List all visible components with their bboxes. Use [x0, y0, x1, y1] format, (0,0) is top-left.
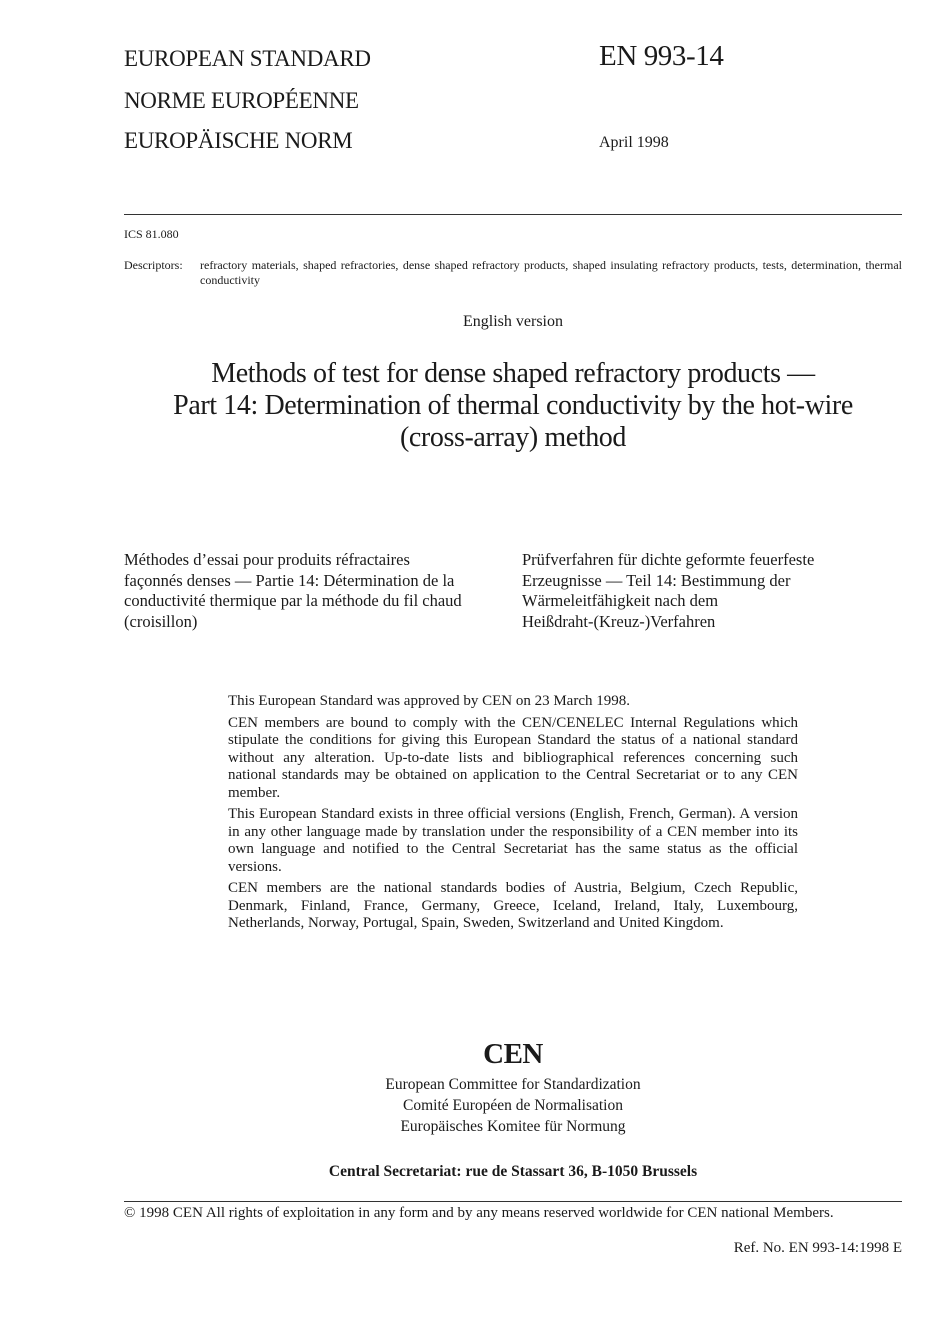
- german-title-line: Heißdraht-(Kreuz-)Verfahren: [522, 611, 716, 631]
- members-paragraph: CEN members are the national standards bodies of Austria, Belgium, Czech Republic, Denmark, Finland, France, Germany, Greece, Iceland, Ireland, Italy, Luxembourg, Netherlands, Norway, Portugal, Spain, Sweden, Switzerland and United Kingdom.: [228, 880, 798, 931]
- descriptors-text: refractory materials, shaped refractories, dense shaped refractory products, shaped insulating refractory products, tests, determination, thermal conductivity: [200, 258, 902, 287]
- cen-name-french: Comité Européen de Normalisation: [403, 1097, 623, 1114]
- footer-divider: [124, 1201, 902, 1202]
- cen-name-english: European Committee for Standardization: [385, 1076, 641, 1093]
- cen-name-german: Europäisches Komitee für Normung: [400, 1118, 626, 1135]
- french-title-line: façonnés denses — Partie 14: Détermination de la: [124, 570, 455, 590]
- cen-logo: CEN: [483, 1038, 543, 1070]
- copyright-notice: © 1998 CEN All rights of exploitation in any form and by any means reserved worldwide for CEN national Members.: [124, 1205, 834, 1221]
- standard-type-french: NORME EUROPÉENNE: [124, 88, 359, 113]
- reference-number: Ref. No. EN 993-14:1998 E: [733, 1240, 902, 1256]
- approval-paragraph: This European Standard was approved by CEN on 23 March 1998.: [228, 693, 630, 709]
- french-title-line: Méthodes d’essai pour produits réfractaires: [124, 550, 410, 569]
- title-line: (cross-array) method: [399, 422, 626, 453]
- french-title-line: (croisillon): [124, 611, 198, 631]
- versions-paragraph: This European Standard exists in three official versions (English, French, German). A version in any other language made by translation under the responsibility of a CEN member into its own language and notified to the Central Secretariat has the same status as the official versions.: [228, 806, 798, 875]
- title-line: Methods of test for dense shaped refractory products —: [211, 358, 815, 389]
- document-title: [124, 358, 902, 454]
- compliance-paragraph: CEN members are bound to comply with the CEN/CENELEC Internal Regulations which stipulate the conditions for giving this European Standard the status of a national standard without any alteration. Up-to-date lists and bibliographical references concerning such national standards may be obtained on application to the Central Secretariat or to any CEN member.: [228, 714, 798, 801]
- title-line: Part 14: Determination of thermal conductivity by the hot-wire: [173, 390, 853, 421]
- language-version: English version: [463, 313, 563, 330]
- standard-number: EN 993-14: [599, 40, 724, 72]
- central-secretariat-address: Central Secretariat: rue de Stassart 36, B-1050 Brussels: [328, 1163, 698, 1180]
- ics-code: ICS 81.080: [124, 227, 179, 241]
- german-title-line: Prüfverfahren für dichte geformte feuerfeste: [522, 550, 815, 569]
- standard-type-german: EUROPÄISCHE NORM: [124, 128, 353, 153]
- german-title: [522, 550, 814, 632]
- header-divider: [124, 214, 902, 215]
- approval-statement: [228, 693, 798, 937]
- standard-type-english: EUROPEAN STANDARD: [124, 46, 371, 71]
- descriptors-label: Descriptors:: [124, 258, 183, 272]
- descriptors: [124, 258, 902, 288]
- french-title-line: conductivité thermique par la méthode du fil chaud: [124, 591, 462, 610]
- publication-date: April 1998: [599, 134, 669, 151]
- german-title-line: Wärmeleitfähigkeit nach dem: [522, 591, 719, 610]
- german-title-line: Erzeugnisse — Teil 14: Bestimmung der: [522, 570, 791, 590]
- french-title: [124, 550, 462, 632]
